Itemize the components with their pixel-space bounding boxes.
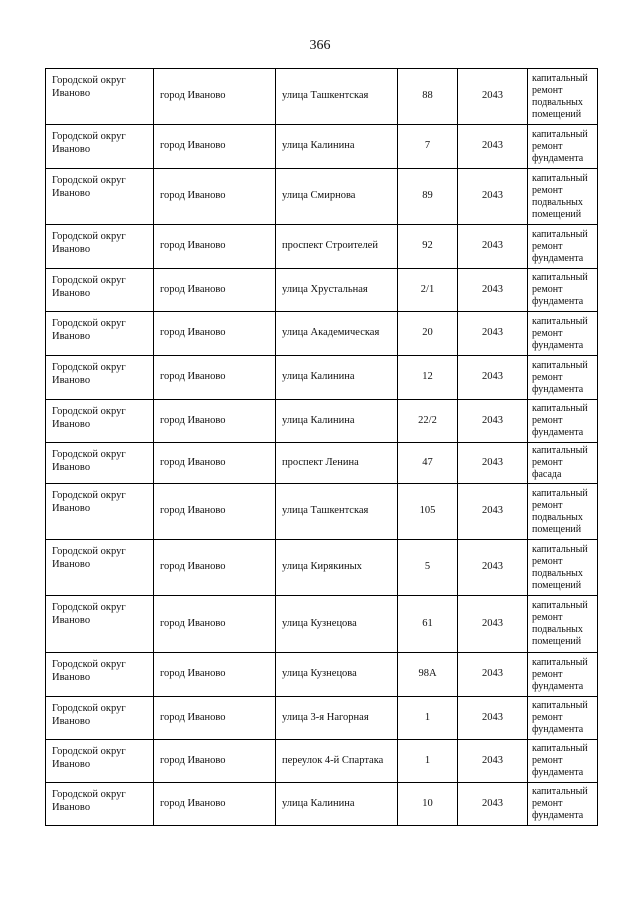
cell-street: улица Ташкентская (276, 484, 398, 540)
cell-work-type: капитальный ремонт подвальных помещений (528, 484, 598, 540)
cell-settlement: город Иваново (154, 69, 276, 125)
cell-work-type: капитальный ремонт фундамента (528, 783, 598, 826)
cell-house-number: 89 (398, 169, 458, 225)
cell-house-number: 61 (398, 596, 458, 653)
cell-street: улица Хрустальная (276, 269, 398, 312)
cell-municipality: Городской округ Иваново (46, 484, 154, 540)
cell-municipality: Городской округ Иваново (46, 783, 154, 826)
cell-year: 2043 (458, 225, 528, 269)
cell-street: проспект Ленина (276, 443, 398, 484)
cell-house-number: 7 (398, 125, 458, 169)
cell-house-number: 47 (398, 443, 458, 484)
cell-municipality: Городской округ Иваново (46, 697, 154, 740)
cell-work-type: капитальный ремонт фундамента (528, 312, 598, 356)
cell-settlement: город Иваново (154, 740, 276, 783)
cell-work-type: капитальный ремонт подвальных помещений (528, 540, 598, 596)
cell-house-number: 12 (398, 356, 458, 400)
cell-house-number: 10 (398, 783, 458, 826)
table-row (46, 783, 598, 826)
cell-settlement: город Иваново (154, 269, 276, 312)
table-row (46, 596, 598, 653)
repair-schedule-table (45, 68, 598, 826)
cell-year: 2043 (458, 783, 528, 826)
cell-municipality: Городской округ Иваново (46, 443, 154, 484)
cell-year: 2043 (458, 740, 528, 783)
table-row (46, 169, 598, 225)
cell-settlement: город Иваново (154, 225, 276, 269)
cell-municipality: Городской округ Иваново (46, 356, 154, 400)
cell-municipality: Городской округ Иваново (46, 740, 154, 783)
cell-settlement: город Иваново (154, 443, 276, 484)
cell-house-number: 22/2 (398, 400, 458, 443)
cell-year: 2043 (458, 653, 528, 697)
cell-year: 2043 (458, 697, 528, 740)
cell-street: улица Кирякиных (276, 540, 398, 596)
cell-work-type: капитальный ремонт фундамента (528, 125, 598, 169)
cell-house-number: 105 (398, 484, 458, 540)
cell-street: улица Кузнецова (276, 653, 398, 697)
cell-municipality: Городской округ Иваново (46, 125, 154, 169)
cell-settlement: город Иваново (154, 169, 276, 225)
table-row (46, 443, 598, 484)
cell-street: улица Калинина (276, 400, 398, 443)
cell-street: улица Калинина (276, 356, 398, 400)
cell-municipality: Городской округ Иваново (46, 400, 154, 443)
table-body (46, 69, 598, 826)
cell-municipality: Городской округ Иваново (46, 596, 154, 653)
table-row (46, 697, 598, 740)
table-row (46, 125, 598, 169)
cell-municipality: Городской округ Иваново (46, 169, 154, 225)
cell-settlement: город Иваново (154, 312, 276, 356)
cell-municipality: Городской округ Иваново (46, 225, 154, 269)
cell-house-number: 1 (398, 697, 458, 740)
cell-house-number: 98А (398, 653, 458, 697)
cell-municipality: Городской округ Иваново (46, 540, 154, 596)
table-row (46, 312, 598, 356)
cell-municipality: Городской округ Иваново (46, 653, 154, 697)
cell-street: улица 3-я Нагорная (276, 697, 398, 740)
cell-street: улица Кузнецова (276, 596, 398, 653)
table-row (46, 69, 598, 125)
cell-work-type: капитальный ремонт подвальных помещений (528, 69, 598, 125)
cell-street: улица Калинина (276, 783, 398, 826)
cell-street: улица Ташкентская (276, 69, 398, 125)
cell-settlement: город Иваново (154, 596, 276, 653)
cell-work-type: капитальный ремонт подвальных помещений (528, 169, 598, 225)
table-row (46, 740, 598, 783)
cell-work-type: капитальный ремонт фундамента (528, 653, 598, 697)
table-row (46, 356, 598, 400)
cell-street: переулок 4-й Спартака (276, 740, 398, 783)
cell-street: улица Академическая (276, 312, 398, 356)
cell-municipality: Городской округ Иваново (46, 69, 154, 125)
cell-settlement: город Иваново (154, 125, 276, 169)
cell-settlement: город Иваново (154, 540, 276, 596)
cell-work-type: капитальный ремонт фундамента (528, 400, 598, 443)
cell-settlement: город Иваново (154, 697, 276, 740)
cell-year: 2043 (458, 312, 528, 356)
cell-street: проспект Строителей (276, 225, 398, 269)
cell-year: 2043 (458, 269, 528, 312)
cell-settlement: город Иваново (154, 653, 276, 697)
cell-work-type: капитальный ремонт фундамента (528, 740, 598, 783)
cell-work-type: капитальный ремонт фундамента (528, 225, 598, 269)
table-row (46, 225, 598, 269)
cell-year: 2043 (458, 400, 528, 443)
cell-house-number: 1 (398, 740, 458, 783)
cell-work-type: капитальный ремонт подвальных помещений (528, 596, 598, 653)
cell-year: 2043 (458, 169, 528, 225)
cell-street: улица Калинина (276, 125, 398, 169)
cell-settlement: город Иваново (154, 356, 276, 400)
table-row (46, 269, 598, 312)
page-number: 366 (309, 38, 331, 53)
cell-house-number: 20 (398, 312, 458, 356)
cell-settlement: город Иваново (154, 484, 276, 540)
table-row (46, 653, 598, 697)
cell-municipality: Городской округ Иваново (46, 312, 154, 356)
cell-year: 2043 (458, 356, 528, 400)
cell-year: 2043 (458, 69, 528, 125)
cell-house-number: 5 (398, 540, 458, 596)
table-row (46, 540, 598, 596)
table-row (46, 484, 598, 540)
cell-work-type: капитальный ремонт фундамента (528, 269, 598, 312)
cell-municipality: Городской округ Иваново (46, 269, 154, 312)
cell-year: 2043 (458, 596, 528, 653)
cell-settlement: город Иваново (154, 783, 276, 826)
cell-house-number: 88 (398, 69, 458, 125)
cell-year: 2043 (458, 484, 528, 540)
cell-street: улица Смирнова (276, 169, 398, 225)
cell-year: 2043 (458, 540, 528, 596)
cell-house-number: 2/1 (398, 269, 458, 312)
cell-work-type: капитальный ремонт фундамента (528, 356, 598, 400)
cell-year: 2043 (458, 443, 528, 484)
cell-work-type: капитальный ремонт фасада (528, 443, 598, 484)
cell-settlement: город Иваново (154, 400, 276, 443)
table-row (46, 400, 598, 443)
cell-work-type: капитальный ремонт фундамента (528, 697, 598, 740)
cell-house-number: 92 (398, 225, 458, 269)
cell-year: 2043 (458, 125, 528, 169)
